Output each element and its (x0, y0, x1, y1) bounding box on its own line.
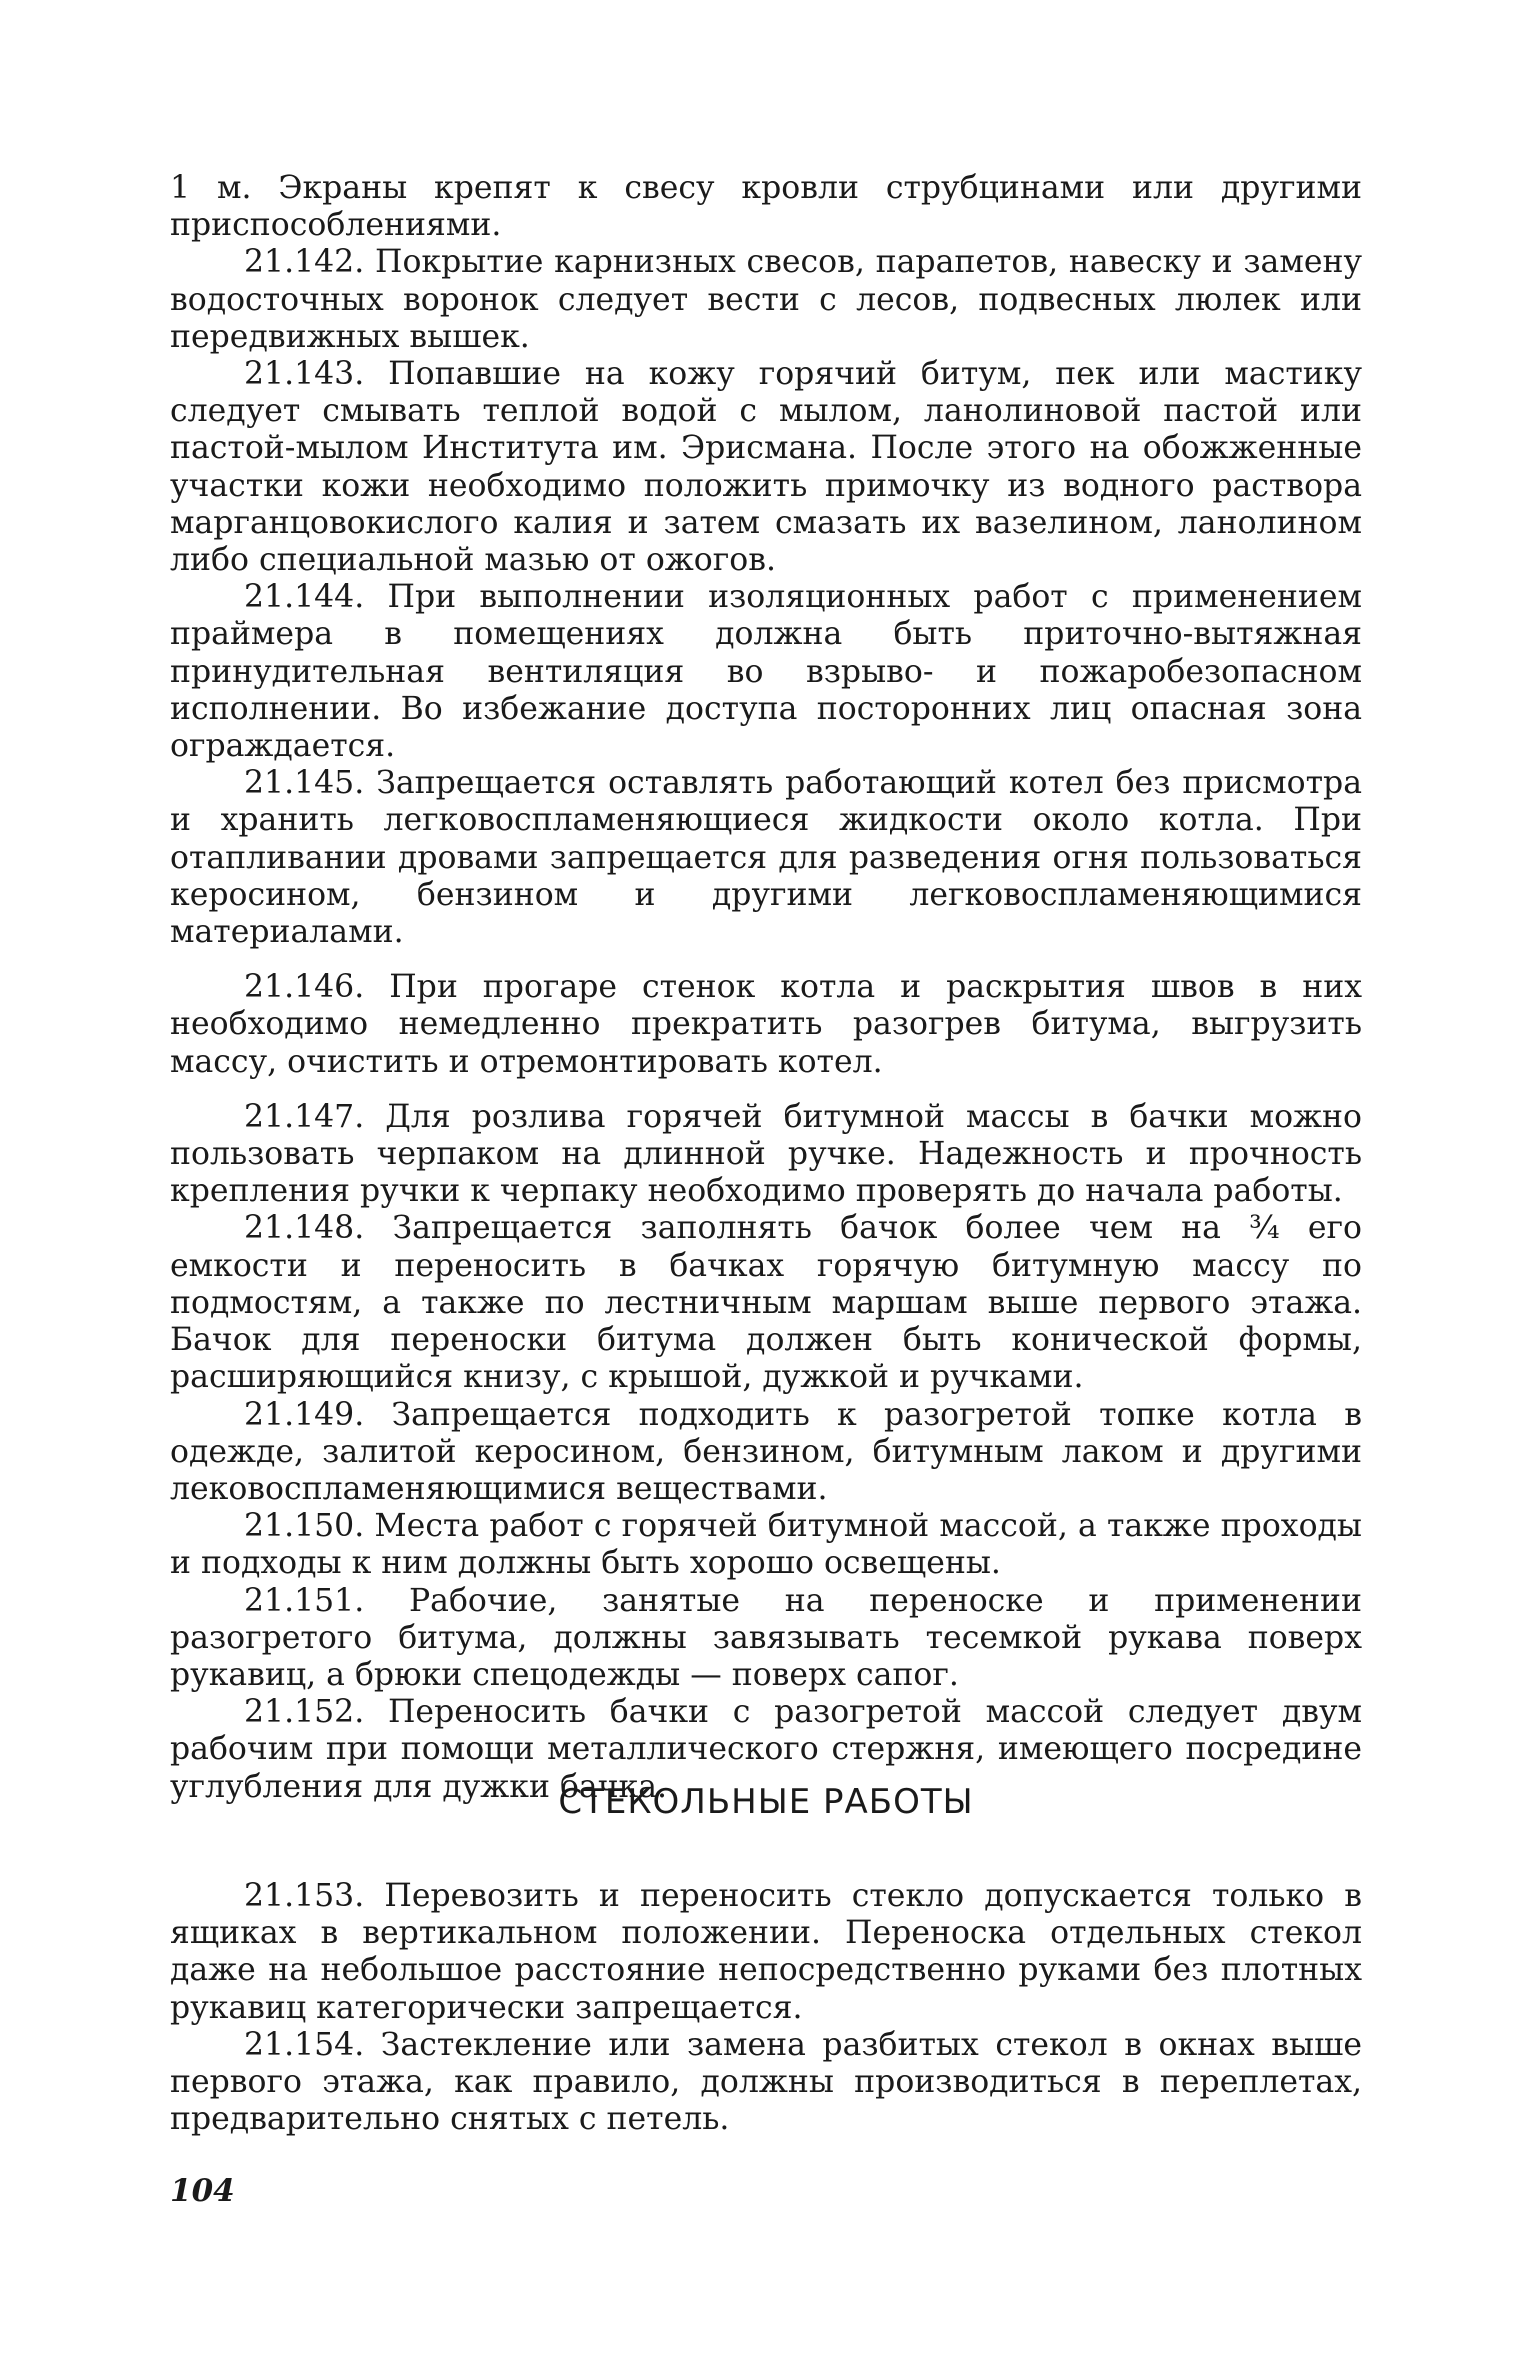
text-block-bottom (170, 1878, 1362, 2138)
paragraph-21-142 (170, 244, 1362, 356)
paragraph-number: 21.147. (244, 1098, 365, 1135)
paragraph-text: При прогаре стенок котла и раскрытия швов в них необходимо немедленно прекратить разогрев битума, выгрузить массу, очистить и отремонтировать котел. (170, 969, 1362, 1080)
paragraph-text: Для розлива горячей битумной массы в бачки можно пользовать черпаком на длинной ручке. Надежность и прочность крепления ручки к черпаку необходимо проверять до начала работы. (170, 1098, 1363, 1210)
paragraph-number: 21.149. (244, 1396, 365, 1433)
paragraph-21-146 (170, 969, 1362, 1081)
paragraph-21-153 (170, 1878, 1362, 2027)
paragraph-text: Перевозить и переносить стекло допускается только в ящиках в вертикальном положении. Переноска отдельных стекол даже на небольшое расстояние непосредственно руками без плотных рукавиц категорически запрещается. (170, 1878, 1363, 2026)
text-block-top (170, 170, 1362, 1806)
paragraph-21-154 (170, 2027, 1362, 2139)
paragraph-text: Попавшие на кожу горячий битум, пек или мастику следует смывать теплой водой с мылом, ланолиновой пастой или пастой-мылом Института им. Эрисмана. После этого на обожженные участки кожи необходимо положить примочку из водного раствора марганцовокислого калия и затем смазать их вазелином, ланолином либо специальной мазью от ожогов. (170, 356, 1362, 579)
paragraph-21-144 (170, 579, 1362, 765)
paragraph-text: Запрещается заполнять бачок более чем на ¾ его емкости и переносить в бачках горячую битумную массу по подмостям, а также по лестничным маршам выше первого этажа. Бачок для переноски битума должен быть конической формы, расширяющийся книзу, с крышой, дужкой и ручками. (170, 1210, 1362, 1396)
paragraph-number: 21.153. (244, 1878, 365, 1914)
paragraph-21-143 (170, 356, 1362, 579)
paragraph-number: 21.154. (244, 2026, 365, 2063)
paragraph-text: Запрещается подходить к разогретой топке котла в одежде, залитой керосином, бензином, битумным лаком и другими лековоспламеняющимися веществами. (170, 1396, 1362, 1507)
paragraph-text: Запрещается оставлять работающий котел без присмотра и хранить легковоспламеняющиеся жидкости около котла. При отапливании дровами запрещается для разведения огня пользоваться керосином, бензином и другими легковоспламеняющимися материалами. (170, 765, 1362, 951)
paragraph-continuation: 1 м. Экраны крепят к свесу кровли струбцинами или другими приспособлениями. (170, 170, 1362, 244)
paragraph-21-150 (170, 1508, 1362, 1582)
paragraph-number: 21.151. (244, 1582, 365, 1619)
paragraph-text: Покрытие карнизных свесов, парапетов, навеску и замену водосточных воронок следует вести с лесов, подвесных люлек или передвижных вышек. (170, 244, 1363, 355)
paragraph-number: 21.150. (244, 1508, 365, 1545)
paragraph-number: 21.142. (244, 244, 365, 281)
paragraph-21-145 (170, 765, 1362, 951)
page-number: 104 (170, 2173, 235, 2209)
paragraph-21-151 (170, 1583, 1362, 1695)
paragraph-21-149 (170, 1397, 1362, 1509)
paragraph-21-147 (170, 1099, 1362, 1211)
paragraph-number: 21.145. (244, 765, 365, 802)
paragraph-text: При выполнении изоляционных работ с применением праймера в помещениях должна быть приточно-вытяжная принудительная вентиляция во взрыво- и пожаробезопасном исполнении. Во избежание доступа посторонних лиц опасная зона ограждается. (170, 579, 1362, 765)
paragraph-number: 21.152. (244, 1694, 365, 1731)
paragraph-number: 21.144. (244, 579, 365, 616)
paragraph-number: 21.146. (244, 969, 365, 1006)
paragraph-number: 21.148. (244, 1210, 365, 1247)
section-heading: СТЕКОЛЬНЫЕ РАБОТЫ (558, 1782, 974, 1822)
paragraph-text: Застекление или замена разбитых стекол в окнах выше первого этажа, как правило, должны производиться в переплетах, предварительно снятых с петель. (170, 2026, 1363, 2138)
paragraph-text: Места работ с горячей битумной массой, а также проходы и подходы к ним должны быть хорошо освещены. (170, 1508, 1362, 1582)
paragraph-21-148 (170, 1210, 1362, 1396)
paragraph-text: Рабочие, занятые на переноске и применении разогретого битума, должны завязывать тесемкой рукава поверх рукавиц, а брюки спецодежды — поверх сапог. (170, 1582, 1362, 1693)
paragraph-text: Переносить бачки с разогретой массой следует двум рабочим при помощи металлического стержня, имеющего посредине углубления для дужки бачка. (170, 1694, 1362, 1805)
paragraph-number: 21.143. (244, 356, 365, 393)
